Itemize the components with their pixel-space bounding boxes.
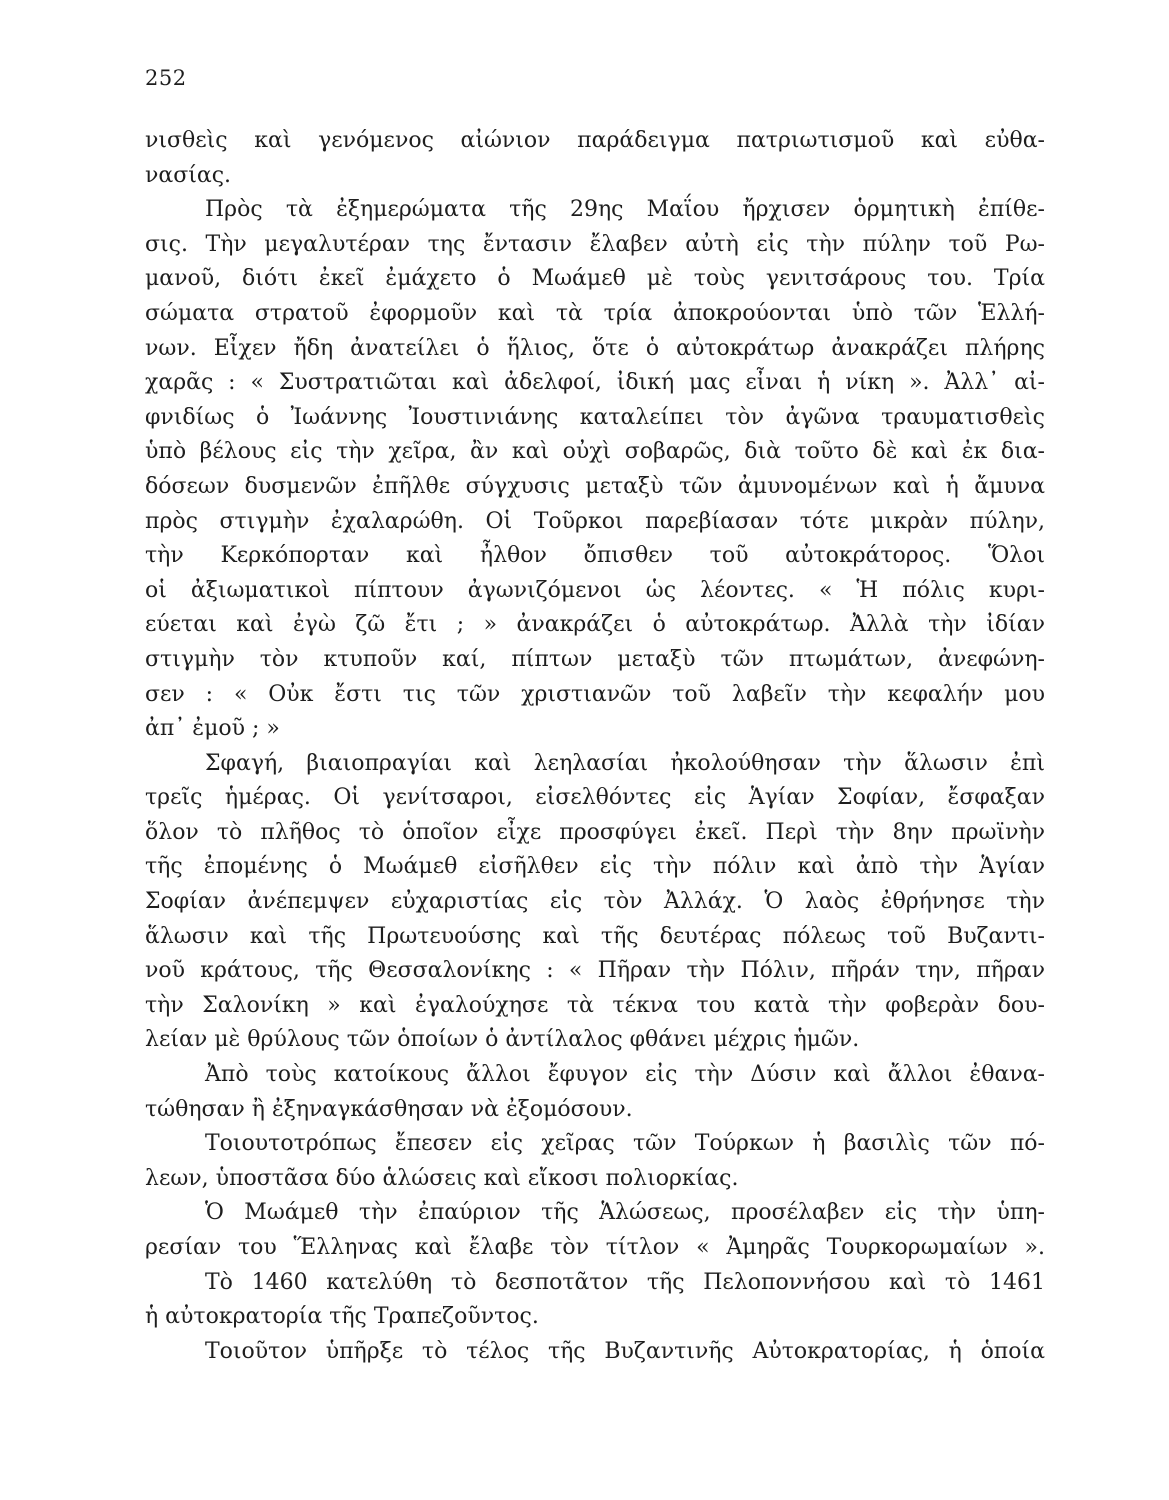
body-text	[145, 124, 1045, 1369]
text-line: σώματα στρατοῦ ἐφορμοῦν καὶ τὰ τρία ἀποκρούονται ὑπὸ τῶν Ἑλλή-	[145, 300, 1045, 326]
text-line: στιγμὴν τὸν κτυποῦν καί, πίπτων μεταξὺ τῶν πτωμάτων, ἀνεφώνη-	[145, 646, 1045, 672]
text-line: Σφαγή, βιαιοπραγίαι καὶ λεηλασίαι ἠκολούθησαν τὴν ἅλωσιν ἐπὶ	[205, 750, 1045, 776]
text-line: Τοιοῦτον ὑπῆρξε τὸ τέλος τῆς Βυζαντινῆς Αὐτοκρατορίας, ἡ ὁποία	[205, 1338, 1045, 1364]
text-line: Τὸ 1460 κατελύθη τὸ δεσποτᾶτον τῆς Πελοποννήσου καὶ τὸ 1461	[205, 1269, 1045, 1295]
text-line: ρεσίαν του Ἕλληνας καὶ ἔλαβε τὸν τίτλον « Ἀμηρᾶς Τουρκορωμαίων ».	[145, 1235, 1045, 1260]
text-line: οἱ ἀξιωματικοὶ πίπτουν ἀγωνιζόμενοι ὡς λέοντες. « Ἡ πόλις κυρι-	[145, 577, 1045, 603]
text-line: εύεται καὶ ἐγὼ ζῶ ἔτι ; » ἀνακράζει ὁ αὐτοκράτωρ. Ἀλλὰ τὴν ἰδίαν	[145, 612, 1045, 638]
text-line: τρεῖς ἡμέρας. Οἱ γενίτσαροι, εἰσελθόντες εἰς Ἁγίαν Σοφίαν, ἔσφαξαν	[145, 785, 1045, 811]
text-line: τὴν Σαλονίκη » καὶ ἐγαλούχησε τὰ τέκνα του κατὰ τὴν φοβερὰν δου-	[145, 992, 1045, 1018]
text-line: ὅλον τὸ πλῆθος τὸ ὁποῖον εἶχε προσφύγει ἐκεῖ. Περὶ τὴν 8ην πρωϊνὴν	[145, 819, 1045, 845]
text-line: μανοῦ, διότι ἐκεῖ ἐμάχετο ὁ Μωάμεθ μὲ τοὺς γενιτσάρους του. Τρία	[145, 266, 1045, 292]
text-line: ἀπ᾽ ἐμοῦ ; »	[145, 716, 280, 742]
page-number: 252	[145, 66, 187, 90]
text-line: τώθησαν ἢ ἐξηναγκάσθησαν νὰ ἐξομόσουν.	[145, 1096, 633, 1122]
text-line: Τοιουτοτρόπως ἔπεσεν εἰς χεῖρας τῶν Τούρκων ἡ βασιλὶς τῶν πό-	[205, 1131, 1045, 1157]
text-line: σις. Τὴν μεγαλυτέραν της ἔντασιν ἔλαβεν αὐτὴ εἰς τὴν πύλην τοῦ Ρω-	[145, 231, 1045, 257]
text-line: νων. Εἶχεν ἤδη ἀνατείλει ὁ ἥλιος, ὅτε ὁ αὐτοκράτωρ ἀνακράζει πλήρης	[145, 335, 1045, 361]
text-line: πρὸς στιγμὴν ἐχαλαρώθη. Οἱ Τοῦρκοι παρεβίασαν τότε μικρὰν πύλην,	[145, 508, 1045, 534]
text-line: σεν : « Οὐκ ἔστι τις τῶν χριστιανῶν τοῦ λαβεῖν τὴν κεφαλήν μου	[145, 681, 1045, 707]
text-line: ἡ αὐτοκρατορία τῆς Τραπεζοῦντος.	[145, 1304, 539, 1330]
text-line: φνιδίως ὁ Ἰωάννης Ἰουστινιάνης καταλείπει τὸν ἀγῶνα τραυματισθεὶς	[145, 404, 1045, 430]
text-line: Πρὸς τὰ ἐξημερώματα τῆς 29ης Μαΐου ἤρχισεν ὁρμητικὴ ἐπίθε-	[205, 197, 1045, 223]
text-line: Ἀπὸ τοὺς κατοίκους ἄλλοι ἔφυγον εἰς τὴν Δύσιν καὶ ἄλλοι ἐθανα-	[205, 1062, 1045, 1088]
text-line: χαρᾶς : « Συστρατιῶται καὶ ἀδελφοί, ἰδική μας εἶναι ἡ νίκη ». Ἀλλ᾽ αἰ-	[145, 370, 1045, 396]
text-line: Σοφίαν ἀνέπεμψεν εὐχαριστίας εἰς τὸν Ἀλλάχ. Ὁ λαὸς ἐθρήνησε τὴν	[145, 889, 1045, 915]
text-line: νοῦ κράτους, τῆς Θεσσαλονίκης : « Πῆραν τὴν Πόλιν, πῆράν την, πῆραν	[145, 958, 1045, 984]
text-line: ὑπὸ βέλους εἰς τὴν χεῖρα, ἂν καὶ οὐχὶ σοβαρῶς, διὰ τοῦτο δὲ καὶ ἐκ δια-	[145, 439, 1045, 465]
text-line: Ὁ Μωάμεθ τὴν ἐπαύριον τῆς Ἁλώσεως, προσέλαβεν εἰς τὴν ὑπη-	[205, 1200, 1045, 1226]
text-line: νισθεὶς καὶ γενόμενος αἰώνιον παράδειγμα πατριωτισμοῦ καὶ εὐθα-	[145, 128, 1045, 153]
text-line: λείαν μὲ θρύλους τῶν ὁποίων ὁ ἀντίλαλος φθάνει μέχρις ἡμῶν.	[145, 1027, 860, 1053]
text-line: τὴν Κερκόπορταν καὶ ἦλθον ὄπισθεν τοῦ αὐτοκράτορος. Ὅλοι	[145, 543, 1045, 569]
text-line: λεων, ὑποστᾶσα δύο ἁλώσεις καὶ εἴκοσι πολιορκίας.	[145, 1165, 739, 1191]
text-line: νασίας.	[145, 162, 232, 188]
text-line: ἅλωσιν καὶ τῆς Πρωτευούσης καὶ τῆς δευτέρας πόλεως τοῦ Βυζαντι-	[145, 923, 1045, 949]
text-line: δόσεων δυσμενῶν ἐπῆλθε σύγχυσις μεταξὺ τῶν ἀμυνομένων καὶ ἡ ἄμυνα	[145, 473, 1045, 499]
text-line: τῆς ἐπομένης ὁ Μωάμεθ εἰσῆλθεν εἰς τὴν πόλιν καὶ ἀπὸ τὴν Ἁγίαν	[145, 854, 1045, 880]
